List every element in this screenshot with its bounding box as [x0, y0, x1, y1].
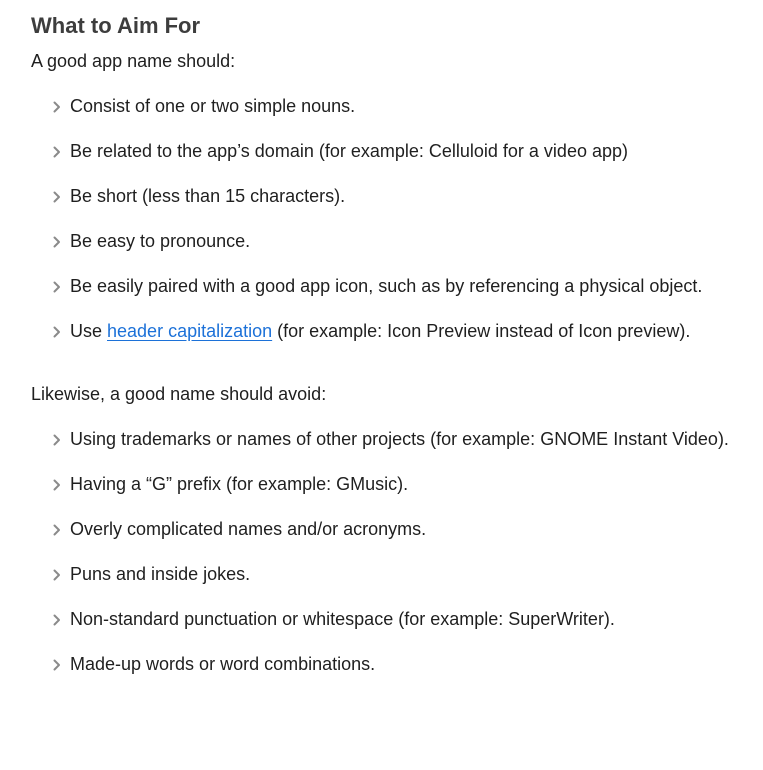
list-item-text: Be short (less than 15 characters).	[70, 186, 346, 206]
list-item-text: Puns and inside jokes.	[70, 564, 251, 584]
list-item	[31, 93, 732, 120]
chevron-right-icon	[51, 659, 63, 671]
list-item	[31, 561, 732, 588]
chevron-right-icon	[51, 479, 63, 491]
list-item-text: Be easy to pronounce.	[70, 231, 251, 251]
list-item-text: Using trademarks or names of other projects (for example: GNOME Instant Video).	[70, 429, 729, 449]
list-item-text: Made-up words or word combinations.	[70, 654, 376, 674]
list-item-text: Overly complicated names and/or acronyms.	[70, 519, 427, 539]
section-heading: What to Aim For	[31, 13, 201, 38]
list-item	[31, 426, 732, 453]
list-item-text: Having a “G” prefix (for example: GMusic).	[70, 474, 409, 494]
aim-intro: A good app name should:	[31, 51, 236, 71]
list-item-text: Consist of one or two simple nouns.	[70, 96, 356, 116]
list-item	[31, 606, 732, 633]
list-item	[31, 318, 732, 345]
chevron-right-icon	[51, 236, 63, 248]
avoid-intro: Likewise, a good name should avoid:	[31, 384, 327, 404]
chevron-right-icon	[51, 569, 63, 581]
list-item-text: Be easily paired with a good app icon, such as by referencing a physical object.	[70, 276, 703, 296]
chevron-right-icon	[51, 326, 63, 338]
chevron-right-icon	[51, 614, 63, 626]
chevron-right-icon	[51, 146, 63, 158]
list-item	[31, 138, 732, 165]
avoid-list	[31, 426, 732, 678]
header-capitalization-link[interactable]: header capitalization	[107, 321, 273, 341]
list-item-text-prefix: Use	[70, 321, 108, 341]
list-item	[31, 228, 732, 255]
chevron-right-icon	[51, 281, 63, 293]
list-item	[31, 183, 732, 210]
chevron-right-icon	[51, 191, 63, 203]
list-item-text: Non-standard punctuation or whitespace (for example: SuperWriter).	[70, 609, 615, 629]
chevron-right-icon	[51, 524, 63, 536]
chevron-right-icon	[51, 434, 63, 446]
list-item	[31, 651, 732, 678]
chevron-right-icon	[51, 101, 63, 113]
list-item	[31, 516, 732, 543]
list-item-text-suffix: (for example: Icon Preview instead of Icon preview).	[272, 321, 691, 341]
list-item-text: Be related to the app’s domain (for example: Celluloid for a video app)	[70, 141, 628, 161]
list-item	[31, 273, 732, 300]
aim-list	[31, 93, 732, 345]
list-item	[31, 471, 732, 498]
